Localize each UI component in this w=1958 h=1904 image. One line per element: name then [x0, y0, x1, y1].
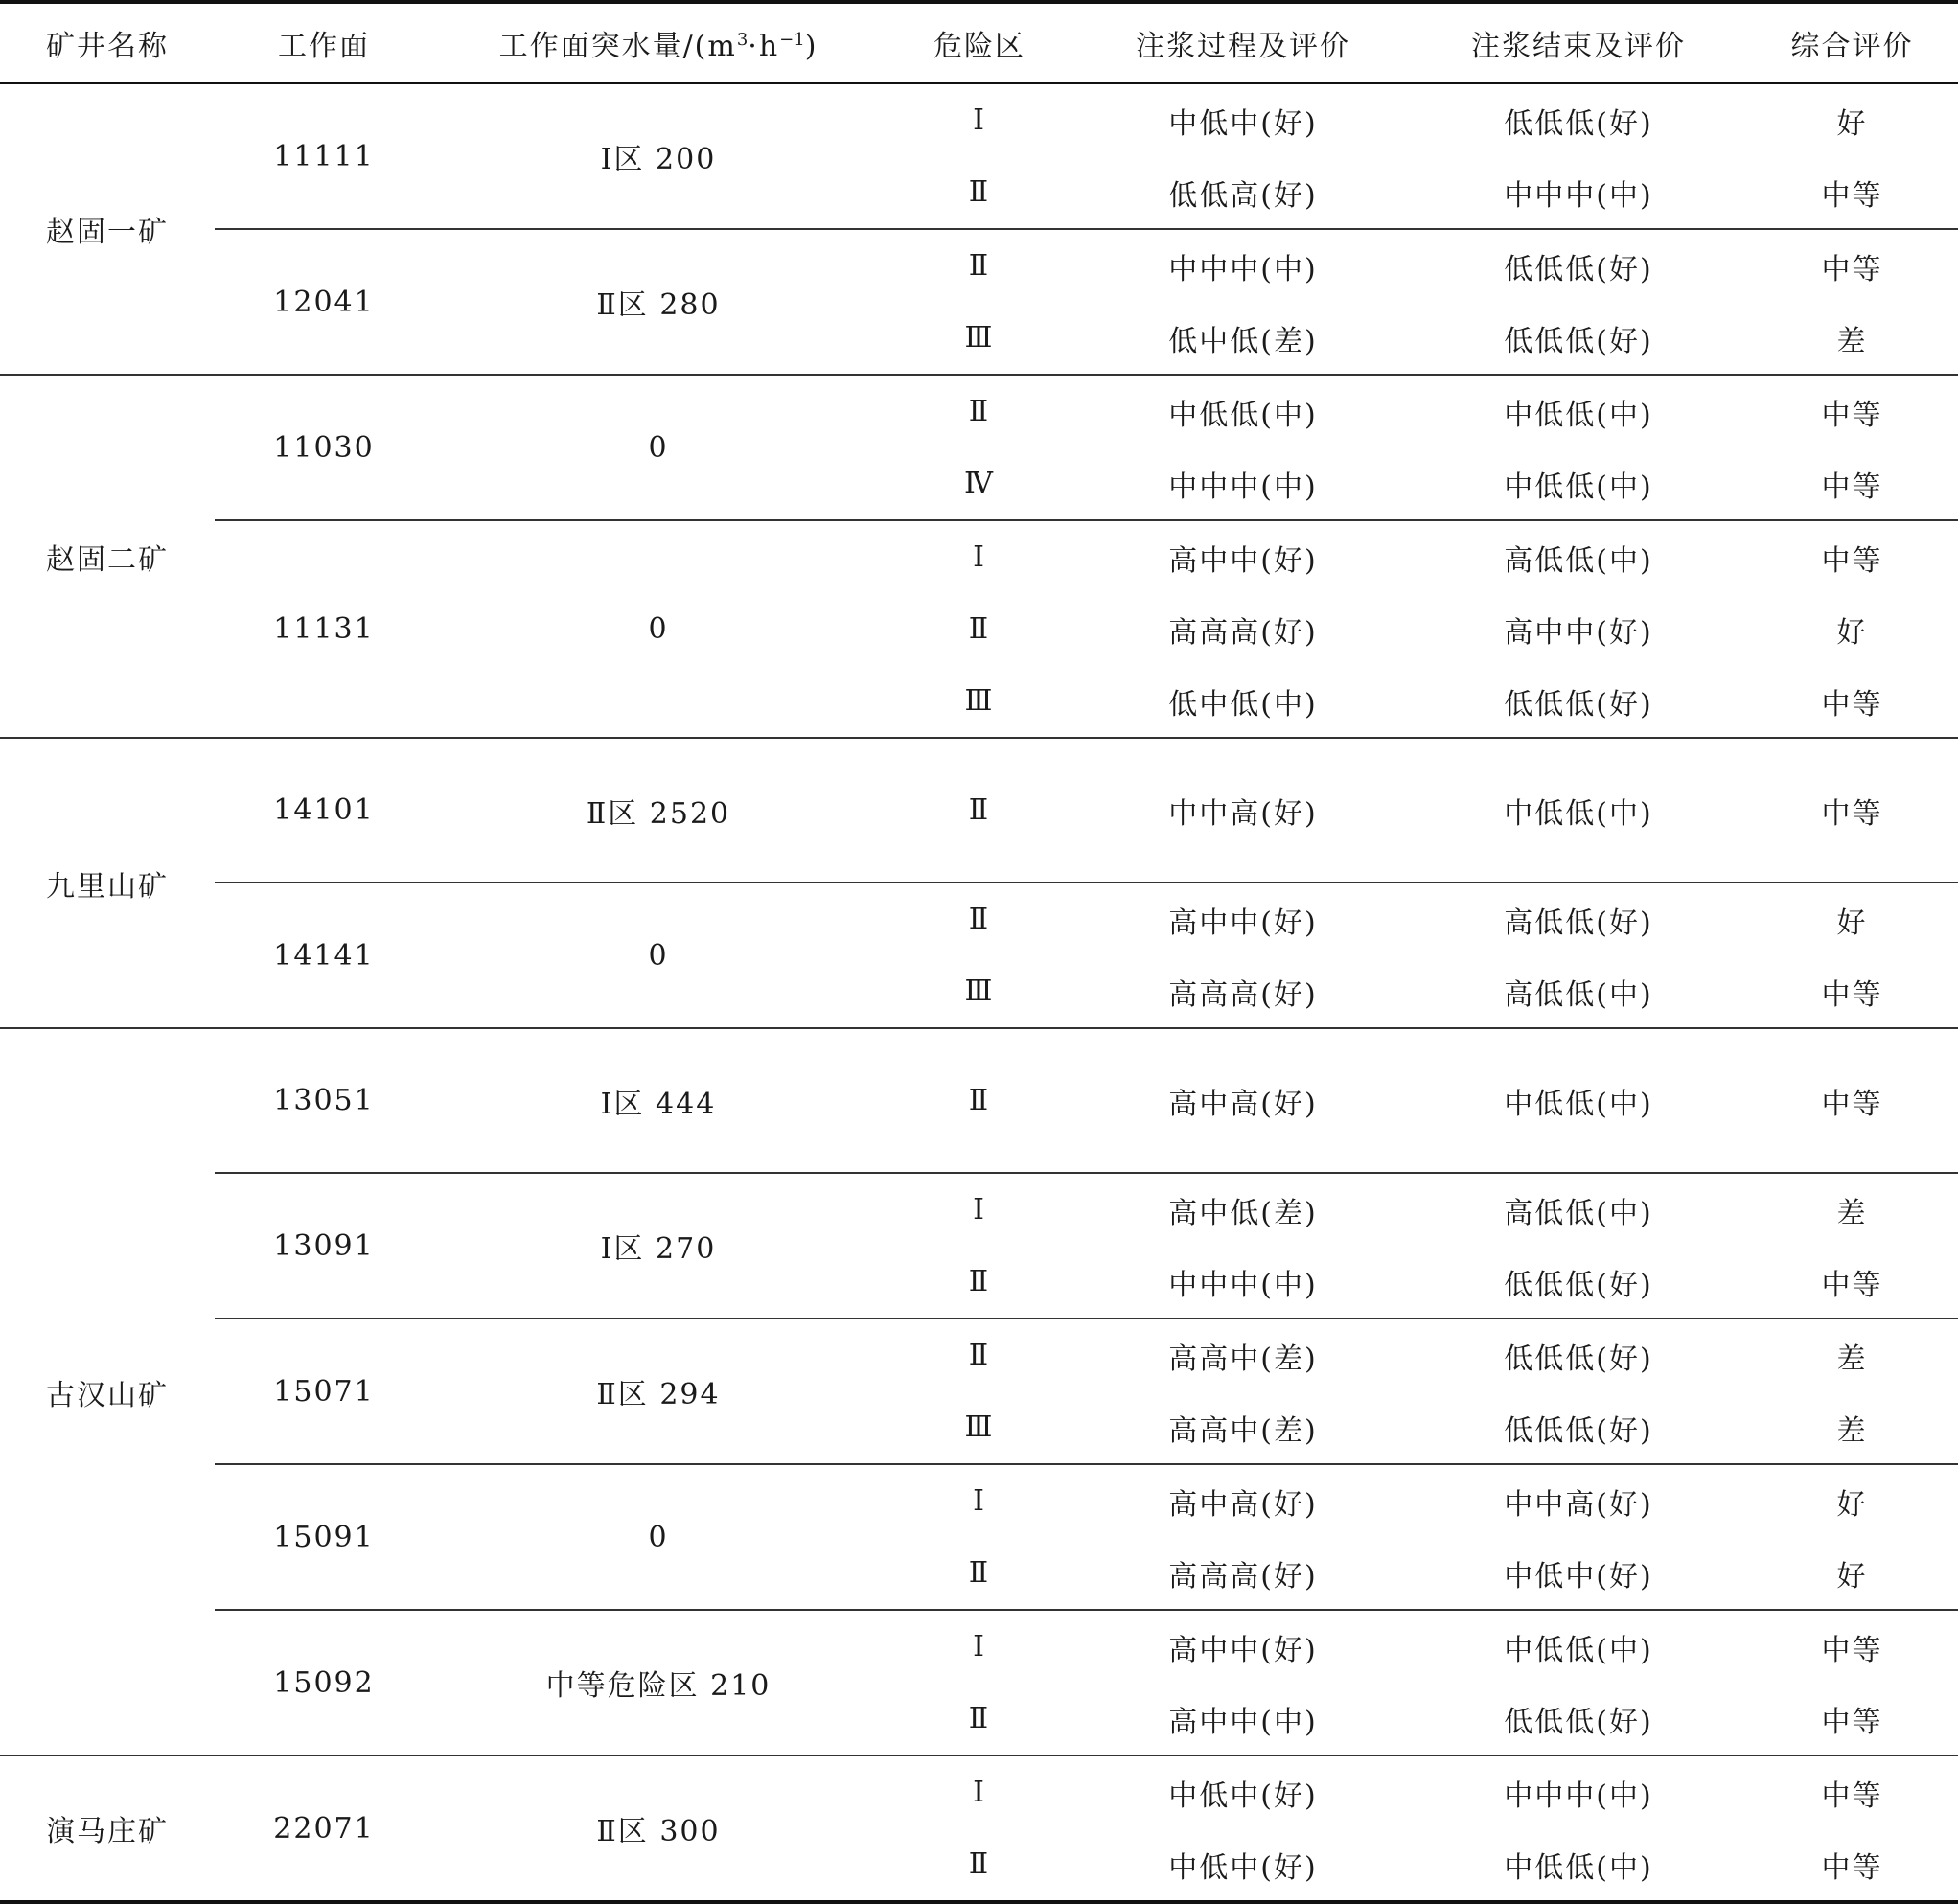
end-eval-cell: 中中中(中) [1504, 178, 1653, 213]
zone-cell: Ⅱ [968, 1702, 991, 1735]
zone-cell: Ⅰ [884, 520, 1075, 593]
overall-eval-cell: 中等 [1746, 229, 1958, 302]
process-eval-cell: 中中高(好) [1075, 738, 1411, 883]
overall-eval-cell: 差 [1836, 1413, 1868, 1448]
overall-eval-cell: 中等 [1821, 1268, 1883, 1302]
inflow-cell: Ⅱ区 294 [433, 1319, 884, 1464]
process-eval-cell: 低中低(中) [1168, 687, 1318, 722]
overall-eval-cell: 差 [1746, 1319, 1958, 1391]
table-row [0, 1173, 1958, 1246]
end-eval-cell: 中低低(中) [1411, 375, 1746, 447]
end-eval-cell: 低低低(好) [1411, 1319, 1746, 1391]
inflow-cell: 0 [433, 1464, 884, 1610]
zone-cell: Ⅱ [884, 1319, 1075, 1391]
table-row [0, 1464, 1958, 1537]
zone-cell: Ⅱ [968, 1556, 991, 1590]
zone-cell: Ⅱ [884, 1028, 1075, 1173]
face-id-cell: 15091 [215, 1464, 433, 1610]
end-eval-cell: 高低低(中) [1504, 977, 1653, 1012]
process-eval-cell: 高中中(好) [1075, 1610, 1411, 1683]
face-id-cell: 13091 [215, 1173, 433, 1319]
table-row [0, 1319, 1958, 1391]
end-eval-cell: 高中中(好) [1504, 615, 1653, 650]
process-eval-cell: 中中中(中) [1168, 470, 1318, 504]
inflow-cell: 0 [433, 520, 884, 738]
zone-cell: Ⅱ [968, 1265, 991, 1298]
process-eval-cell: 中低中(好) [1168, 1850, 1318, 1885]
end-eval-cell: 中低低(中) [1411, 1610, 1746, 1683]
face-id-cell: 22071 [215, 1755, 433, 1902]
process-eval-cell: 中中中(中) [1168, 1268, 1318, 1302]
inflow-cell: 0 [433, 375, 884, 520]
header-row [0, 2, 1958, 83]
header-overall: 综合评价 [1746, 2, 1958, 83]
zone-cell: Ⅰ [884, 1464, 1075, 1537]
face-id-cell: 14141 [215, 883, 433, 1028]
overall-eval-cell: 好 [1836, 1559, 1868, 1594]
overall-eval-cell: 中等 [1821, 687, 1883, 722]
process-eval-cell: 高高高(好) [1168, 977, 1318, 1012]
overall-eval-cell: 中等 [1821, 1850, 1883, 1885]
process-eval-cell: 低低高(好) [1168, 178, 1318, 213]
face-id-cell: 13051 [215, 1028, 433, 1173]
overall-eval-cell: 中等 [1746, 1610, 1958, 1683]
header-inflow: 工作面突水量$/(m^3\cdot h^{-1})$ [433, 2, 884, 83]
face-id-cell: 15092 [215, 1610, 433, 1755]
header-face: 工作面 [215, 2, 433, 83]
inflow-cell: 0 [433, 883, 884, 1028]
process-eval-cell: 中低低(中) [1075, 375, 1411, 447]
zone-cell: Ⅱ [884, 375, 1075, 447]
end-eval-cell: 低低低(好) [1504, 324, 1653, 358]
zone-cell: Ⅲ [964, 975, 995, 1008]
overall-eval-cell: 好 [1836, 615, 1868, 650]
process-eval-cell: 高中中(好) [1075, 520, 1411, 593]
end-eval-cell: 中中高(好) [1411, 1464, 1746, 1537]
header-zone: 危险区 [884, 2, 1075, 83]
process-eval-cell: 高中低(差) [1075, 1173, 1411, 1246]
header-end: 注浆结束及评价 [1411, 2, 1746, 83]
mine-name-cell: 赵固二矿 [0, 375, 215, 738]
zone-cell: Ⅰ [884, 1610, 1075, 1683]
overall-eval-cell: 好 [1746, 883, 1958, 955]
process-eval-cell: 中中中(中) [1075, 229, 1411, 302]
face-id-cell: 14101 [215, 738, 433, 883]
overall-eval-cell: 中等 [1821, 470, 1883, 504]
zone-cell: Ⅲ [964, 1411, 995, 1444]
overall-eval-cell: 中等 [1746, 520, 1958, 593]
end-eval-cell: 高低低(好) [1411, 883, 1746, 955]
process-eval-cell: 高高中(差) [1075, 1319, 1411, 1391]
end-eval-cell: 低低低(好) [1411, 229, 1746, 302]
mine-name-cell: 九里山矿 [0, 738, 215, 1028]
table-row [0, 229, 1958, 302]
overall-eval-cell: 中等 [1821, 178, 1883, 213]
overall-eval-cell: 好 [1836, 106, 1868, 141]
process-eval-cell: 低中低(差) [1168, 324, 1318, 358]
inflow-cell: Ⅱ区 300 [433, 1755, 884, 1902]
zone-cell: Ⅱ [968, 1847, 991, 1881]
inflow-cell: Ⅱ区 280 [433, 229, 884, 375]
face-id-cell: 11111 [273, 139, 375, 173]
zone-cell: Ⅰ [973, 103, 986, 137]
end-eval-cell: 中低低(中) [1411, 1028, 1746, 1173]
table-row [0, 1028, 1958, 1173]
header-process: 注浆过程及评价 [1075, 2, 1411, 83]
inflow-cell: Ⅱ区 2520 [433, 738, 884, 883]
overall-eval-cell: 中等 [1821, 977, 1883, 1012]
process-eval-cell: 中低中(好) [1168, 106, 1318, 141]
mine-name-cell: 古汉山矿 [0, 1028, 215, 1755]
end-eval-cell: 中低中(好) [1504, 1559, 1653, 1594]
table-row [0, 1755, 1958, 1828]
overall-eval-cell: 中等 [1746, 1755, 1958, 1828]
face-id-cell: 12041 [215, 229, 433, 375]
mine-name-cell: 赵固一矿 [46, 216, 169, 249]
zone-cell: Ⅱ [884, 883, 1075, 955]
zone-cell: Ⅳ [964, 467, 995, 500]
overall-eval-cell: 差 [1746, 1173, 1958, 1246]
zone-cell: Ⅱ [968, 175, 991, 209]
end-eval-cell: 低低低(好) [1504, 1413, 1653, 1448]
inflow-cell: Ⅰ区 270 [433, 1173, 884, 1319]
process-eval-cell: 高高高(好) [1168, 1559, 1318, 1594]
table-row [0, 520, 1958, 593]
overall-eval-cell: 中等 [1746, 1028, 1958, 1173]
zone-cell: Ⅱ [884, 738, 1075, 883]
table-row [0, 883, 1958, 955]
inflow-cell: Ⅰ区 200 [600, 143, 717, 176]
end-eval-cell: 高低低(中) [1411, 1173, 1746, 1246]
zone-cell: Ⅱ [884, 229, 1075, 302]
zone-cell: Ⅱ [968, 612, 991, 646]
overall-eval-cell: 差 [1836, 324, 1868, 358]
zone-cell: Ⅰ [884, 1755, 1075, 1828]
face-id-cell: 11131 [215, 520, 433, 738]
overall-eval-cell: 中等 [1821, 1705, 1883, 1739]
process-eval-cell: 高中中(好) [1075, 883, 1411, 955]
end-eval-cell: 低低低(好) [1504, 1268, 1653, 1302]
table-row [0, 83, 1958, 156]
process-eval-cell: 高高中(差) [1168, 1413, 1318, 1448]
overall-eval-cell: 中等 [1746, 738, 1958, 883]
overall-eval-cell: 中等 [1746, 375, 1958, 447]
process-eval-cell: 高高高(好) [1168, 615, 1318, 650]
mine-name-cell: 演马庄矿 [0, 1755, 215, 1902]
end-eval-cell: 中低低(中) [1504, 1850, 1653, 1885]
table-row [0, 738, 1958, 883]
table-row [0, 1610, 1958, 1683]
end-eval-cell: 低低低(好) [1504, 687, 1653, 722]
zone-cell: Ⅰ [884, 1173, 1075, 1246]
end-eval-cell: 低低低(好) [1504, 106, 1653, 141]
inflow-cell: Ⅰ区 444 [433, 1028, 884, 1173]
zone-cell: Ⅲ [964, 684, 995, 718]
table-row [0, 375, 1958, 447]
face-id-cell: 15071 [215, 1319, 433, 1464]
end-eval-cell: 低低低(好) [1504, 1705, 1653, 1739]
face-id-cell: 11030 [215, 375, 433, 520]
table-body [0, 83, 1958, 1902]
process-eval-cell: 高中中(中) [1168, 1705, 1318, 1739]
zone-cell: Ⅲ [964, 321, 995, 355]
end-eval-cell: 中低低(中) [1504, 470, 1653, 504]
inflow-cell: 中等危险区 210 [433, 1610, 884, 1755]
end-eval-cell: 中低低(中) [1411, 738, 1746, 883]
process-eval-cell: 中低中(好) [1075, 1755, 1411, 1828]
end-eval-cell: 高低低(中) [1411, 520, 1746, 593]
end-eval-cell: 中中中(中) [1411, 1755, 1746, 1828]
header-mine: 矿井名称 [0, 2, 215, 83]
overall-eval-cell: 好 [1746, 1464, 1958, 1537]
process-eval-cell: 高中高(好) [1075, 1028, 1411, 1173]
process-eval-cell: 高中高(好) [1075, 1464, 1411, 1537]
